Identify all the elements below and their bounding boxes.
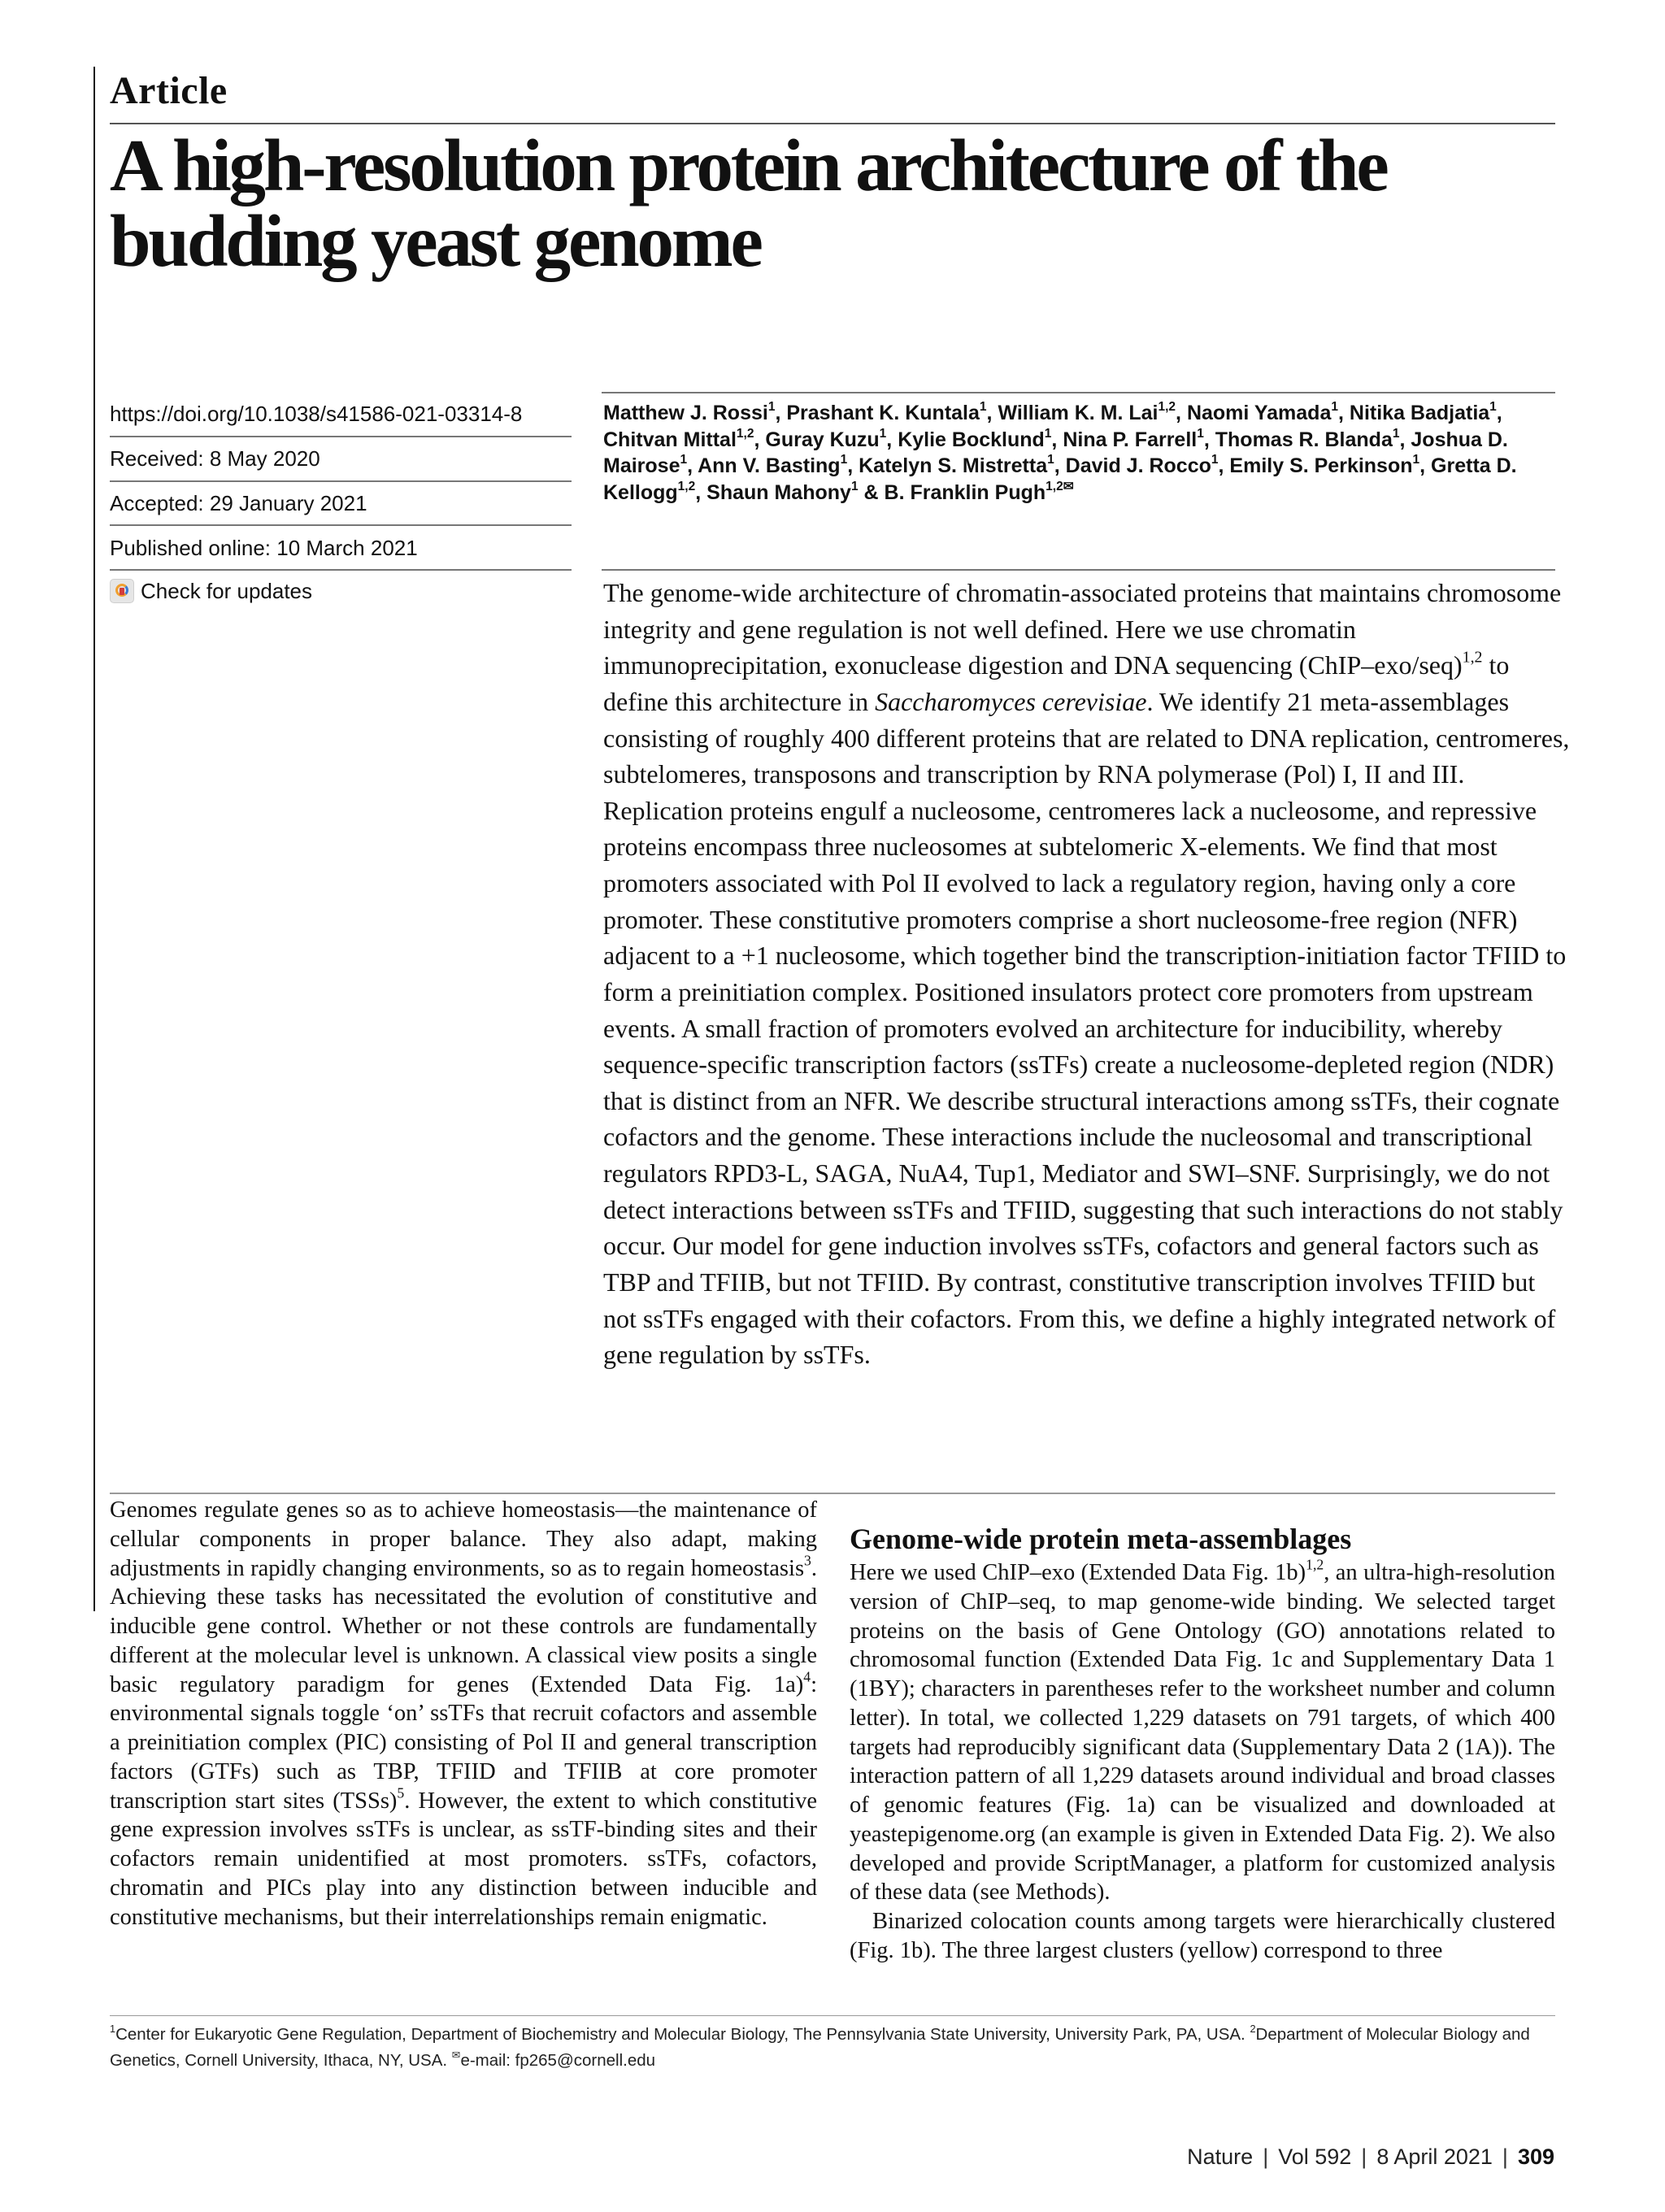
citation-ref[interactable]: 1,2 — [1462, 648, 1483, 667]
affiliation-text: Center for Eukaryotic Gene Regulation, Department of Biochemistry and Molecular Biology, The Pennsylvania State University, University Park, PA, USA. — [115, 2025, 1250, 2044]
author-affiliation: 1 — [767, 399, 776, 414]
body-text: Genomes regulate genes so as to achieve homeostasis—the maintenance of cellular components in proper balance. They also adapt, making adjustments in rapidly changing environments, so as to regain homeostasis — [110, 1497, 817, 1581]
received-date: Received: 8 May 2020 — [110, 446, 320, 471]
citation-ref[interactable]: 5 — [397, 1784, 405, 1801]
author-affiliation: 1 — [850, 479, 859, 493]
author-name[interactable]: William K. M. Lai — [998, 402, 1159, 424]
abstract — [603, 575, 1571, 1373]
author-name[interactable]: David J. Rocco — [1065, 454, 1211, 477]
accepted-date: Accepted: 29 January 2021 — [110, 491, 367, 515]
author-name[interactable]: Joshua D. Mairose — [603, 428, 1508, 477]
species-name: Saccharomyces cerevisiae — [875, 686, 1147, 716]
body-text: . Achieving these tasks has necessitated the evolution of constitutive and inducible gene control. Whether or not these controls are fundamentally different at the molecular level is unknown. A classical view posits a single basic regulatory paradigm for genes (Extended Data Fig. 1a) — [110, 1555, 817, 1697]
authors-divider — [602, 392, 1555, 393]
author-affiliation: 1 — [1047, 452, 1054, 467]
affiliation-text: Department of Molecular Biology and Genetics, Cornell University, Ithaca, NY, USA. — [110, 2025, 1530, 2070]
separator: | — [1361, 2145, 1367, 2169]
meta-divider — [110, 524, 572, 526]
citation-ref[interactable]: 1,2 — [1306, 1556, 1324, 1573]
article-title: A high-resolution protein architecture of the budding yeast genome — [110, 124, 1387, 282]
author-name[interactable]: Prashant K. Kuntala — [786, 402, 980, 424]
citation-ref[interactable]: 4 — [803, 1667, 811, 1684]
author-affiliation: 1 — [979, 399, 987, 414]
journal-name: Nature — [1187, 2145, 1254, 2169]
body-column-left — [110, 1496, 817, 1932]
author-name[interactable]: Naomi Yamada — [1186, 402, 1332, 424]
meta-divider — [110, 569, 572, 571]
author-affiliation: 1 — [1197, 426, 1204, 441]
author-name[interactable]: Thomas R. Blanda — [1215, 428, 1393, 451]
author-name[interactable]: Ann V. Basting — [698, 454, 841, 477]
body-divider — [110, 1493, 1555, 1494]
author-name[interactable]: Nina P. Farrell — [1063, 428, 1198, 451]
body-paragraph — [850, 1558, 1555, 1907]
article-type-label: Article — [110, 69, 228, 112]
meta-divider — [110, 480, 572, 482]
footnote-divider — [110, 2015, 1555, 2016]
email-icon: ✉ — [451, 2048, 461, 2061]
body-text: . However, the extent to which constitutive gene expression involves ssTFs is unclear, as ssTF-binding sites and their cofactors remain unidentified at most promoters. ssTFs, cofactors, chromatin and PICs play into any distinction between inducible and constitutive mechanisms, but their interrelationships remain enigmatic. — [110, 1788, 817, 1930]
author-affiliation: 1 — [1489, 399, 1497, 414]
separator: | — [1263, 2145, 1269, 2169]
author-affiliation: 1,2✉ — [1046, 479, 1074, 493]
abstract-text: The genome-wide architecture of chromatin-associated proteins that maintains chromosome integrity and gene regulation is not well defined. Here we use chromatin immunoprecipitation, exonuclease digestion and DNA sequencing (ChIP–exo/seq) — [603, 578, 1562, 680]
author-affiliation: 1 — [1412, 452, 1420, 467]
author-affiliation: 1 — [840, 452, 848, 467]
corresponding-email[interactable]: e-mail: fp265@cornell.edu — [460, 2050, 656, 2070]
page-number: 309 — [1517, 2145, 1554, 2169]
author-affiliation: 1 — [1331, 399, 1338, 414]
doi-link[interactable]: https://doi.org/10.1038/s41586-021-03314-8 — [110, 402, 523, 426]
author-list: Matthew J. Rossi$^1$, Prashant K. Kuntala$^1$, William K. M. Lai$^{1,2}$, Naomi Yamada$^1$, Nitika Badjatia$^1$, Chitvan Mittal$^{1,2}$, Guray Kuzu$^1$, Kylie Bocklund$^1$, Nina P. Farrell$^1$, Thomas R. Blanda$^1$, Joshua D. Mairose$^1$, Ann V. Basting$^1$, Katelyn S. Mistretta$^1$, David J. Rocco$^1$, Emily S. Perkinson$^1$, Gretta D. Kellogg$^{1,2}$, Shaun Mahony$^1$ & B. Franklin Pugh$^{1,2✉}$ — [603, 399, 1517, 504]
author-name[interactable]: Kylie Bocklund — [898, 428, 1045, 451]
author-affiliation: 1,2 — [677, 479, 696, 493]
author-affiliation: 1,2 — [1158, 399, 1176, 414]
check-updates-label: Check for updates — [141, 579, 313, 603]
body-column-right — [850, 1558, 1555, 1966]
section-heading: Genome-wide protein meta-assemblages — [850, 1523, 1352, 1555]
page-footer — [1187, 2145, 1554, 2170]
author-affiliation: 1 — [1211, 452, 1219, 467]
abstract-divider — [602, 569, 1555, 571]
author-affiliation: 1,2 — [736, 426, 754, 441]
body-text: : environmental signals toggle ‘on’ ssTFs that recruit cofactors and assemble a preinitiation complex (PIC) consisting of Pol II and general transcription factors (GTFs) such as TBP, TFIID and TFIIB at core promoter transcription start sites (TSSs) — [110, 1671, 817, 1814]
issue-date: 8 April 2021 — [1376, 2145, 1493, 2169]
body-paragraph — [110, 1496, 817, 1932]
author-name[interactable]: Chitvan Mittal — [603, 428, 737, 451]
author-name[interactable]: Gretta D. Kellogg — [603, 454, 1517, 504]
author-name[interactable]: Katelyn S. Mistretta — [859, 454, 1048, 477]
author-affiliation: 1 — [879, 426, 887, 441]
author-affiliation: 1 — [680, 452, 688, 467]
abstract-text: to define this architecture in — [603, 650, 1510, 716]
author-affiliation: 1 — [1044, 426, 1052, 441]
body-text: Here we used ChIP–exo (Extended Data Fig. 1b) — [850, 1560, 1306, 1585]
author-affiliation: 1 — [1392, 426, 1400, 441]
body-text: , an ultra-high-resolution version of ChIP–seq, to map genome-wide binding. We selected target proteins on the basis of Gene Ontology (GO) annotations related to chromosomal function (Extended Data Fig. 1c and Supplementary Data 1 (1BY); characters in parentheses refer to the worksheet number and column letter). In total, we collected 1,229 datasets on 791 targets, of which 400 targets had reproducibly significant data (Supplementary Data 2 (1A)). The interaction pattern of all 1,229 datasets around individual and broad classes of genomic features (Fig. 1a) can be visualized and downloaded at yeastepigenome.org (an example is given in Extended Data Fig. 2). We also developed and provide ScriptManager, a platform for customized analysis of these data (see Methods). — [850, 1560, 1555, 1906]
author-name[interactable]: Emily S. Perkinson — [1229, 454, 1413, 477]
published-date: Published online: 10 March 2021 — [110, 536, 418, 560]
volume: Vol 592 — [1278, 2145, 1352, 2169]
check-updates-icon — [110, 579, 134, 603]
affiliation-number: 2 — [1250, 2022, 1256, 2035]
author-name[interactable]: Matthew J. Rossi — [603, 402, 768, 424]
author-name[interactable]: Shaun Mahony — [706, 480, 851, 504]
affiliation-number: 1 — [110, 2022, 116, 2035]
author-name[interactable]: B. Franklin Pugh — [884, 480, 1046, 504]
author-name[interactable]: Nitika Badjatia — [1349, 402, 1490, 424]
meta-divider — [110, 436, 572, 437]
citation-ref[interactable]: 3 — [804, 1551, 811, 1568]
margin-rule — [93, 67, 95, 1611]
check-updates-button[interactable] — [110, 579, 312, 604]
author-name[interactable]: Guray Kuzu — [765, 428, 880, 451]
separator: | — [1502, 2145, 1508, 2169]
abstract-text: . We identify 21 meta-assemblages consisting of roughly 400 different proteins that are related to DNA replication, centromeres, subtelomeres, transposons and transcription by RNA polymerase (Pol) I, II and III. Replication proteins engulf a nucleosome, centromeres lack a nucleosome, and repressive proteins encompass three nucleosomes at subtelomeric X-elements. We find that most promoters associated with Pol II evolved to lack a regulatory region, having only a core promoter. These constitutive promoters comprise a short nucleosome-free region (NFR) adjacent to a +1 nucleosome, which together bind the transcription-initiation factor TFIID to form a preinitiation complex. Positioned insulators protect core promoters from upstream events. A small fraction of promoters evolved an architecture for inducibility, whereby sequence-specific transcription factors (ssTFs) create a nucleosome-depleted region (NDR) that is distinct from an NFR. We describe structural interactions among ssTFs, their cognate cofactors and the genome. These interactions include the nucleosomal and transcriptional regulators RPD3-L, SAGA, NuA4, Tup1, Mediator and SWI–SNF. Surprisingly, we do not detect interactions between ssTFs and TFIID, suggesting that such interactions do not stably occur. Our model for gene induction involves ssTFs, cofactors and general factors such as TBP and TFIIB, but not TFIID. By contrast, constitutive transcription involves TFIID but not ssTFs engaged with their cofactors. From this, we define a highly integrated network of gene regulation by ssTFs. — [603, 686, 1570, 1370]
affiliations — [110, 2022, 1565, 2074]
body-paragraph: Binarized colocation counts among targets were hierarchically clustered (Fig. 1b). The three largest clusters (yellow) correspond to three — [850, 1909, 1555, 1963]
